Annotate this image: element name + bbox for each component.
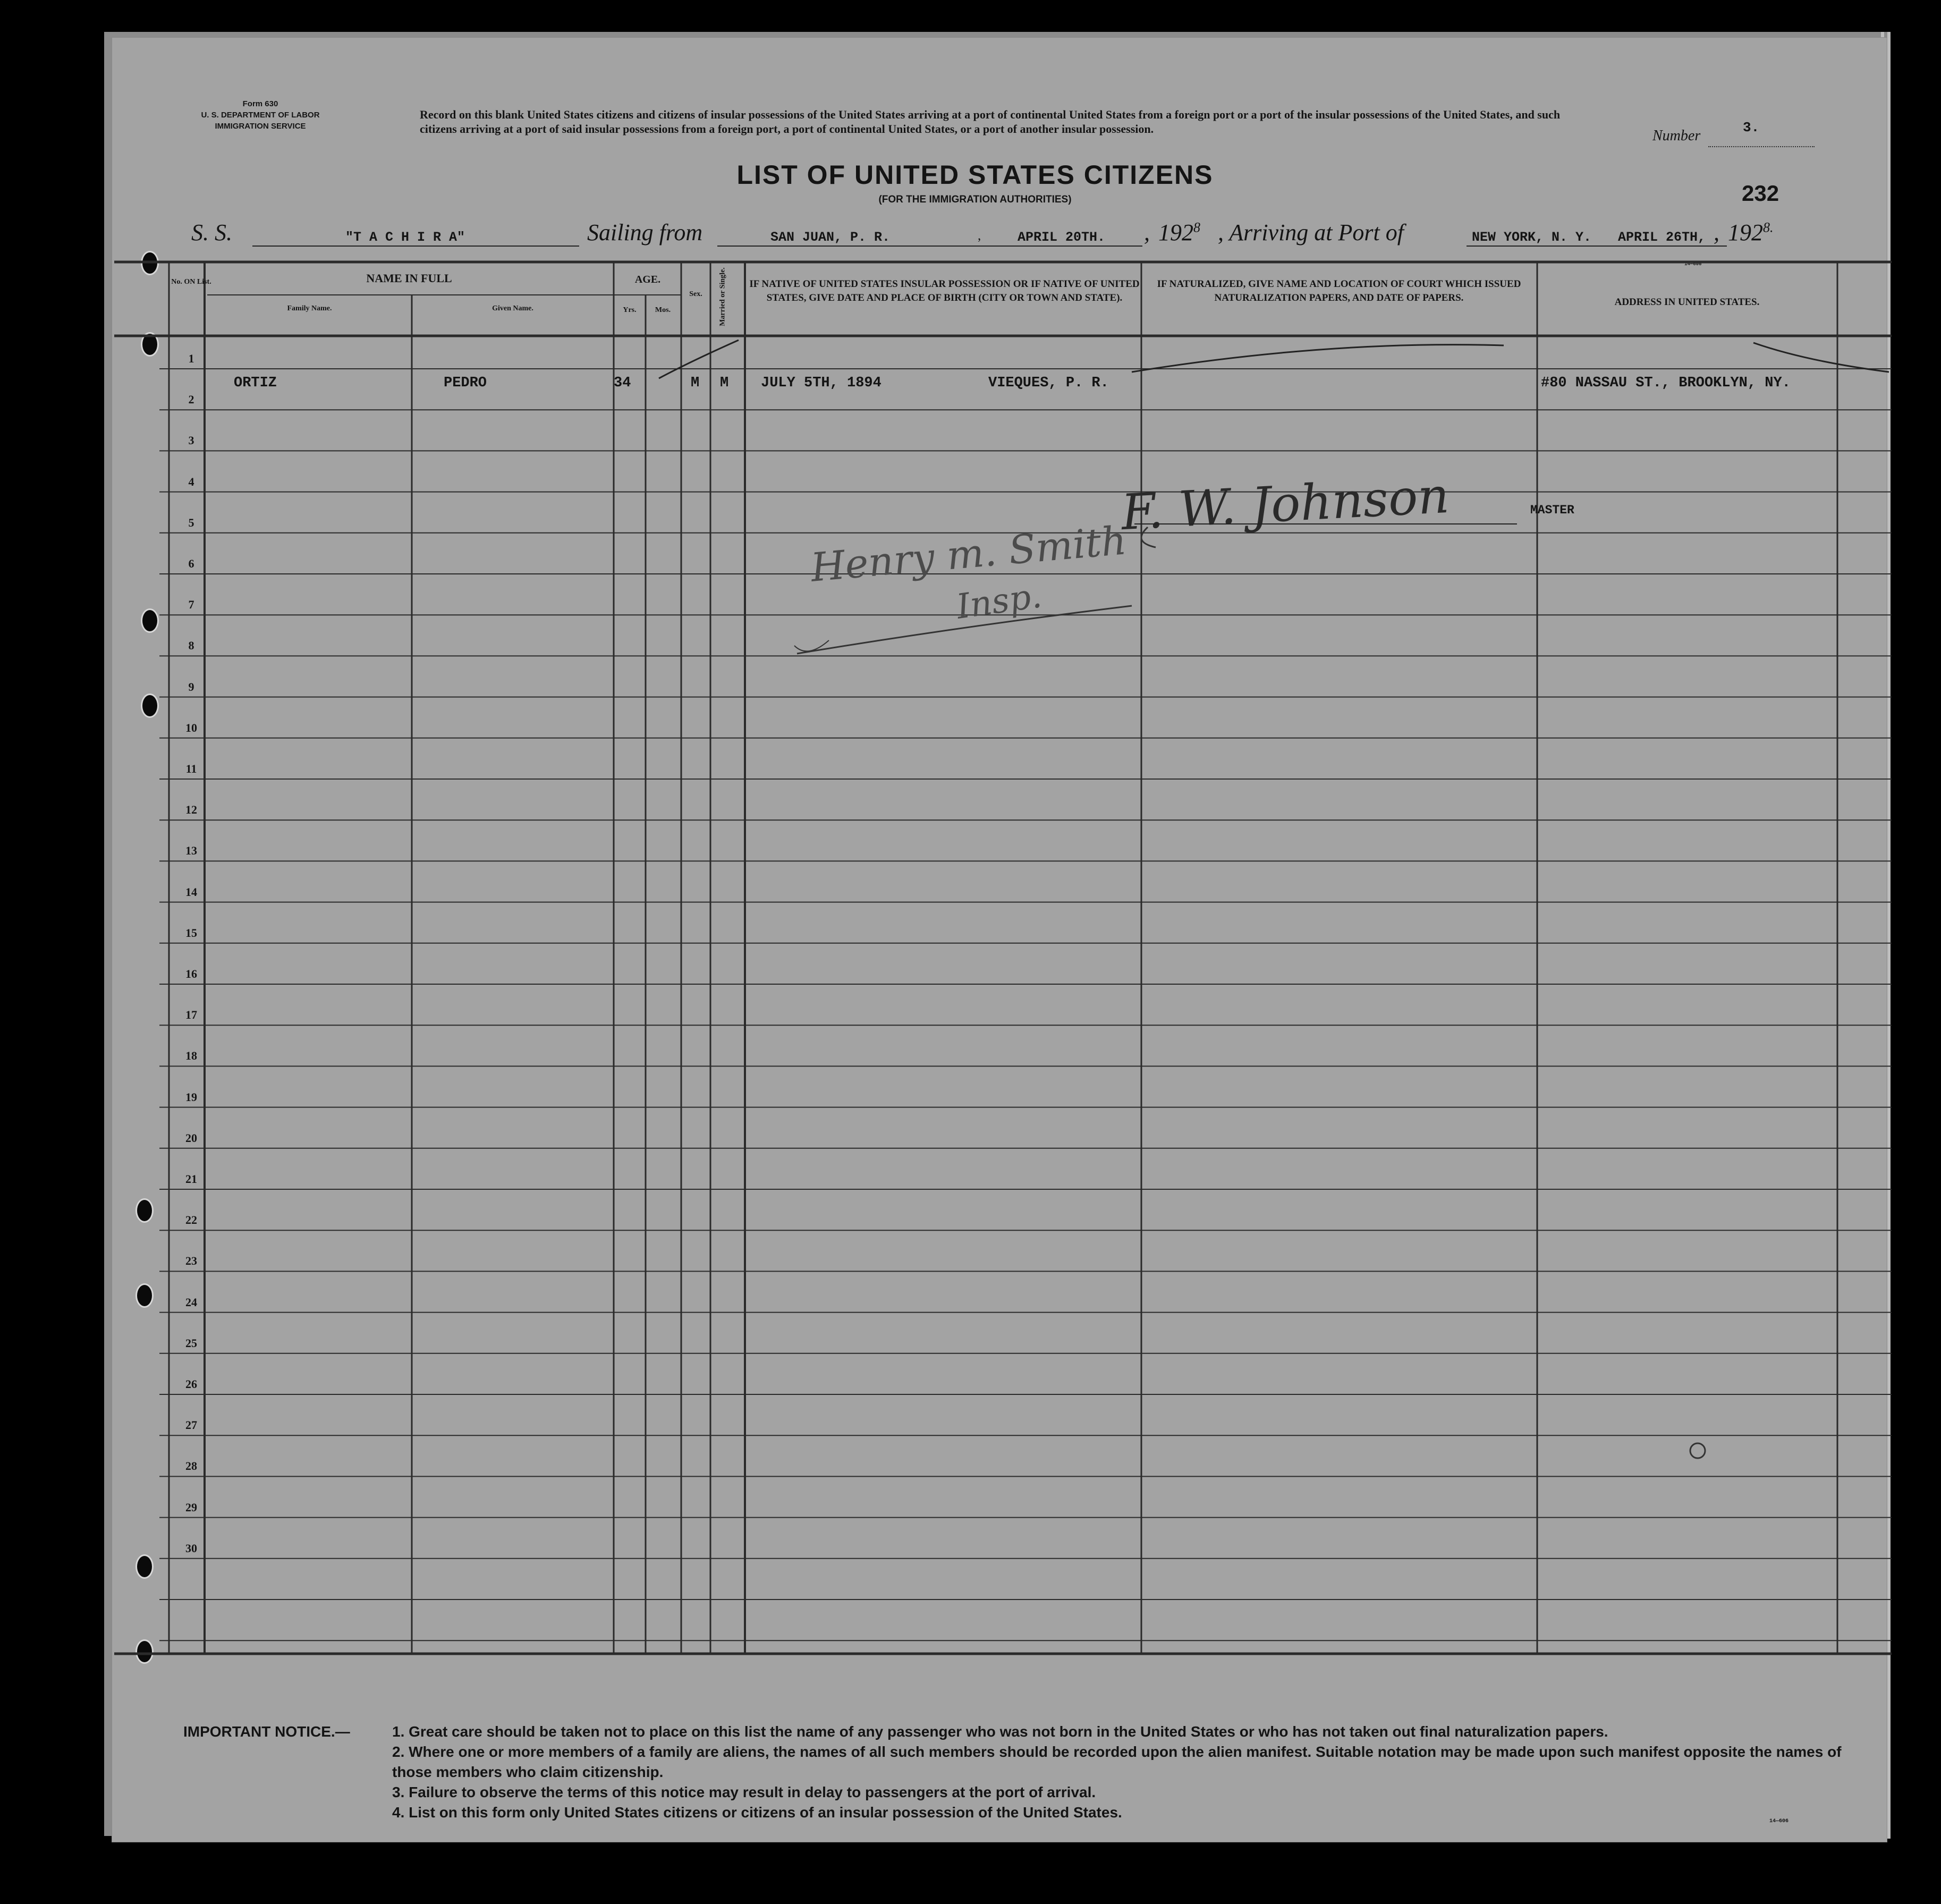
notice-item-4: 4. List on this form only United States citizens or citizens of an insular possession of the United States. <box>392 1804 1122 1821</box>
row-number: 15 <box>185 926 197 940</box>
entry-marital-status: M <box>720 375 729 391</box>
entry-birth-date: JULY 5TH, 1894 <box>761 375 881 391</box>
row-number: 9 <box>188 680 194 693</box>
entry-age-yrs: 34 <box>614 375 631 391</box>
service-name: IMMIGRATION SERVICE <box>215 122 306 131</box>
row-number: 27 <box>185 1418 197 1432</box>
entry-birth-place: VIEQUES, P. R. <box>988 375 1109 391</box>
header-address: ADDRESS IN UNITED STATES. <box>1614 297 1760 308</box>
row-number: 20 <box>185 1131 197 1145</box>
sailing-date: APRIL 20TH. <box>1018 230 1106 245</box>
header-yrs: Yrs. <box>623 306 637 314</box>
footer-mark: 14—606 <box>1769 1818 1789 1824</box>
notice-item-1: 1. Great care should be taken not to place on this list the name of any passenger who was not born in the United States or who has not taken out final naturalization papers. <box>392 1723 1608 1740</box>
row-number: 28 <box>185 1459 197 1473</box>
printer-mark: 14—606 <box>1684 261 1702 267</box>
arrival-port: NEW YORK, N. Y. <box>1472 230 1592 245</box>
row-number: 19 <box>185 1090 197 1104</box>
row-number: 11 <box>185 762 197 775</box>
row-number: 2 <box>188 393 194 407</box>
officer-signature: Henry m. Smith <box>809 518 1129 591</box>
header-birth: IF NATIVE OF UNITED STATES INSULAR POSSESSION OR IF NATIVE OF UNITED STATES, GIVE DATE AND PLACE OF BIRTH (CITY OR TOWN AND STATE). <box>749 278 1140 303</box>
row-number: 4 <box>188 475 194 488</box>
notice-item-2: 2. Where one or more members of a family are aliens, the names of all such members should be recorded upon the alien manifest. Suitable notation may be made upon such manifest opposite the names of those members who claim citizenship. <box>392 1744 1842 1780</box>
header-name-in-full: NAME IN FULL <box>366 272 452 285</box>
header-naturalized: IF NATURALIZED, GIVE NAME AND LOCATION OF COURT WHICH ISSUED NATURALIZATION PAPERS, AND DATE OF PAPERS. <box>1157 278 1521 303</box>
entry-given-name: PEDRO <box>444 375 487 391</box>
pen-stroke <box>1132 345 1504 372</box>
pen-stroke <box>1753 343 1889 372</box>
row-number: 3 <box>188 434 194 447</box>
signature-line <box>1134 523 1517 524</box>
header-family-name: Family Name. <box>287 304 332 312</box>
row-number: 29 <box>185 1500 197 1514</box>
row-number: 12 <box>185 803 197 817</box>
list-number: 3. <box>1743 120 1760 136</box>
pencil-mark <box>1690 1443 1705 1458</box>
master-signature: F. W. Johnson <box>1120 467 1451 541</box>
department-name: U. S. DEPARTMENT OF LABOR <box>201 111 320 120</box>
row-number: 6 <box>188 557 194 570</box>
notice-heading: IMPORTANT NOTICE.— <box>183 1723 350 1740</box>
sailing-year: $192^8$ <box>1158 219 1200 246</box>
row-number: 13 <box>185 844 197 858</box>
arriving-label: , Arriving at Port of <box>1218 219 1404 246</box>
master-label: MASTER <box>1530 503 1574 517</box>
header-given-name: Given Name. <box>492 304 533 312</box>
row-number: 22 <box>185 1213 197 1227</box>
row-number: 5 <box>188 515 194 529</box>
row-number: 16 <box>185 967 197 980</box>
row-number: 10 <box>185 721 197 734</box>
ss-label: S. S. <box>191 219 232 246</box>
row-number: 23 <box>185 1254 197 1268</box>
header-no-on-list: No. ON List. <box>171 278 211 286</box>
entry-sex: M <box>691 375 700 391</box>
row-number: 17 <box>185 1008 197 1022</box>
sailing-from-label: Sailing from <box>587 219 703 246</box>
pen-stroke <box>659 340 739 378</box>
officer-title: Insp. <box>954 576 1045 627</box>
header-married-or-single: Married or Single. <box>718 267 727 326</box>
entry-address: #80 NASSAU ST., BROOKLYN, NY. <box>1541 375 1791 391</box>
header-sex: Sex. <box>689 290 702 298</box>
row-number: 14 <box>185 885 197 899</box>
number-label: Number <box>1652 128 1701 144</box>
row-number: 7 <box>188 598 194 612</box>
form-number: Form 630 <box>242 99 278 108</box>
ship-name: "T A C H I R A" <box>345 230 465 245</box>
row-number: 24 <box>185 1295 197 1309</box>
header-age: AGE. <box>634 274 661 285</box>
sailing-port: SAN JUAN, P. R. <box>770 230 891 245</box>
row-number: 30 <box>185 1541 197 1555</box>
page-subtitle: (FOR THE IMMIGRATION AUTHORITIES) <box>878 194 1072 205</box>
row-number: 21 <box>185 1172 197 1186</box>
row-number: 1 <box>188 352 194 365</box>
page-title: LIST OF UNITED STATES CITIZENS <box>736 160 1214 190</box>
row-number: 26 <box>185 1377 197 1391</box>
arrival-date: APRIL 26TH, <box>1618 230 1706 245</box>
row-number: 8 <box>188 639 194 653</box>
page-number: 232 <box>1742 181 1779 206</box>
arrival-year: $192^{8.}$ <box>1728 219 1774 246</box>
row-number: 18 <box>185 1049 197 1063</box>
form-instructions: Record on this blank United States citizens and citizens of insular possessions of the United States arriving at a port of continental United States from a foreign port or a port of the insular possessions of the United States, and such citizens arriving at a port of said insular possessions from a foreign port, a port of continental United States, or a port of another insular possession. <box>420 108 1561 136</box>
row-number: 25 <box>185 1336 197 1350</box>
header-mos: Mos. <box>655 306 671 314</box>
notice-item-3: 3. Failure to observe the terms of this notice may result in delay to passengers at the port of arrival. <box>392 1784 1096 1800</box>
entry-family-name: ORTIZ <box>234 375 277 391</box>
